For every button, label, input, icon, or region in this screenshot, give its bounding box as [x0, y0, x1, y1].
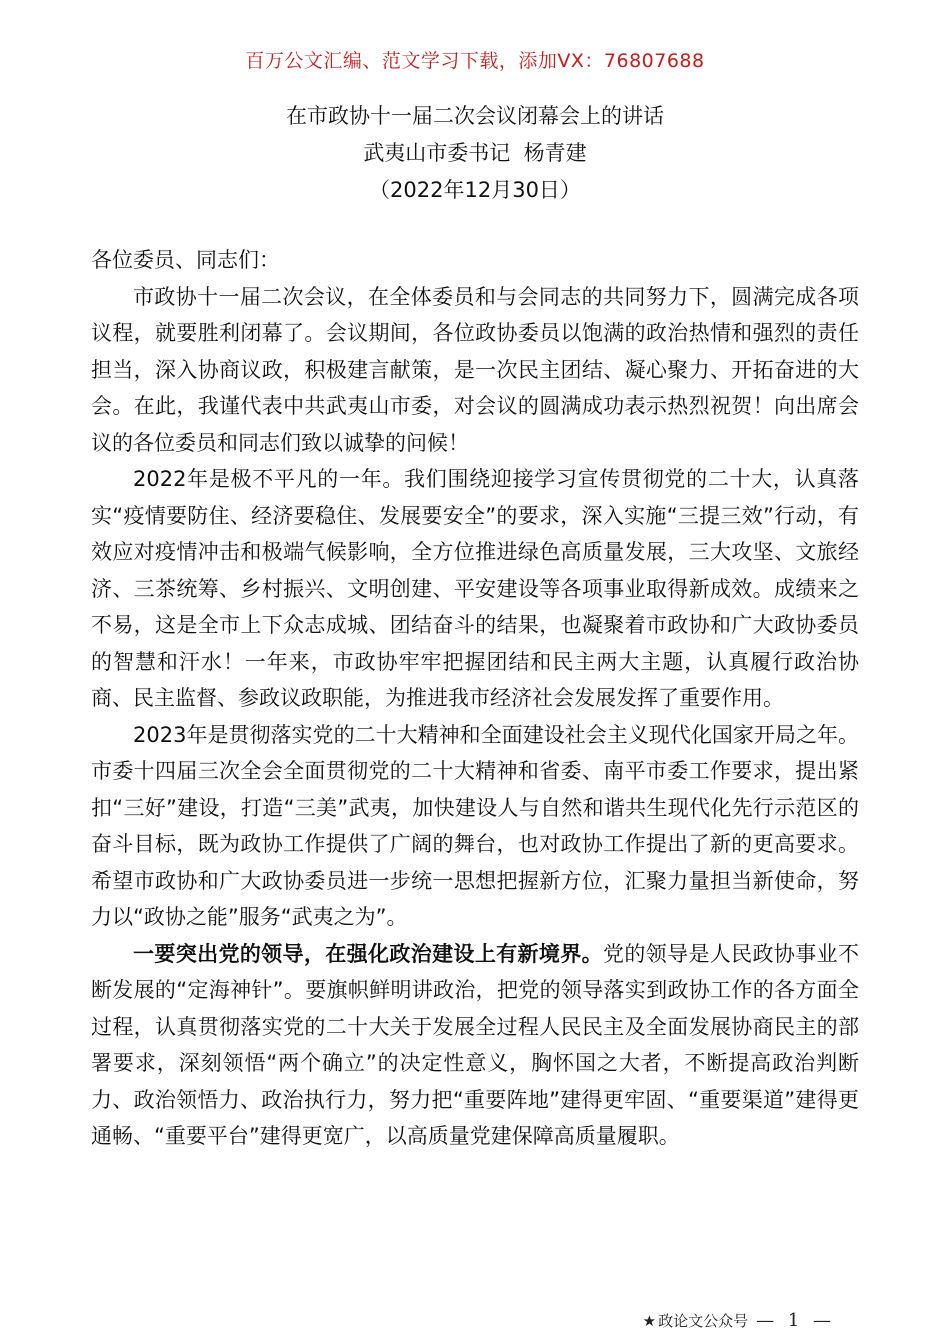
heading-block: [0, 98, 950, 209]
footer-label: 政论文公众号: [658, 1312, 749, 1330]
paragraph-4-text: 党的领导是人民政协事业不断发展的“定海神针”。要旗帜鲜明讲政治，把党的领导落实到政协工作的各方面全过程，认真贯彻落实党的二十大关于发展全过程人民民主及全面发展协商民主的部署要求，深刻领悟“两个确立”的决定性意义，胸怀国之大者，不断提高政治判断力、政治领悟力、政治执行力，努力把“重要阵地”建得更牢固、“重要渠道”建得更通畅、“重要平台”建得更宽广，以高质量党建保障高质量履职。: [91, 941, 859, 1148]
salutation: 各位委员、同志们：: [91, 248, 280, 272]
page-footer: [643, 1310, 835, 1331]
paragraph-4-heading: 一要突出党的领导，在强化政治建设上有新境界。: [133, 941, 603, 966]
paragraph-4: [91, 936, 859, 1155]
date-line: （2022年12月30日）: [369, 178, 581, 202]
star-icon: ★: [642, 1311, 657, 1330]
document-body: [91, 242, 859, 1155]
paragraph-2: 2022年是极不平凡的一年。我们围绕迎接学习宣传贯彻党的二十大，认真落实“疫情要防住、经济要稳住、发展要安全”的要求，深入实施“三提三效”行动，有效应对疫情冲击和极端气候影响，全方位推进绿色高质量发展，三大攻坚、文旅经济、三茶统筹、乡村振兴、文明创建、平安建设等各项事业取得新成效。成绩来之不易，这是全市上下众志成城、团结奋斗的结果，也凝聚着市政协和广大政协委员的智慧和汗水！一年来，市政协牢牢把握团结和民主两大主题，认真履行政治协商、民主监督、参政议政职能，为推进我市经济社会发展发挥了重要作用。: [91, 467, 859, 710]
document-title: 在市政协十一届二次会议闭幕会上的讲话: [286, 104, 664, 128]
paragraph-1: 市政协十一届二次会议，在全体委员和与会同志的共同努力下，圆满完成各项议程，就要胜利闭幕了。会议期间，各位政协委员以饱满的政治热情和强烈的责任担当，深入协商议政，积极建言献策，是一次民主团结、凝心聚力、开拓奋进的大会。在此，我谨代表中共武夷山市委，对会议的圆满成功表示热烈祝贺！向出席会议的各位委员和同志们致以诚挚的问候！: [91, 284, 859, 455]
page-number: — 1 —: [756, 1310, 835, 1331]
paragraph-3: 2023年是贯彻落实党的二十大精神和全面建设社会主义现代化国家开局之年。市委十四届三次全会全面贯彻党的二十大精神和省委、南平市委工作要求，提出紧扣“三好”建设，打造“三美”武夷，加快建设人与自然和谐共生现代化先行示范区的奋斗目标，既为政协工作提供了广阔的舞台，也对政协工作提出了新的更高要求。希望市政协和广大政协委员进一步统一思想把握新方位，汇聚力量担当新使命，努力以“政协之能”服务“武夷之为”。: [91, 722, 859, 929]
speaker-line: 武夷山市委书记 杨青建: [363, 141, 587, 165]
watermark-banner: 百万公文汇编、范文学习下载，添加VX：76807688: [245, 50, 705, 72]
